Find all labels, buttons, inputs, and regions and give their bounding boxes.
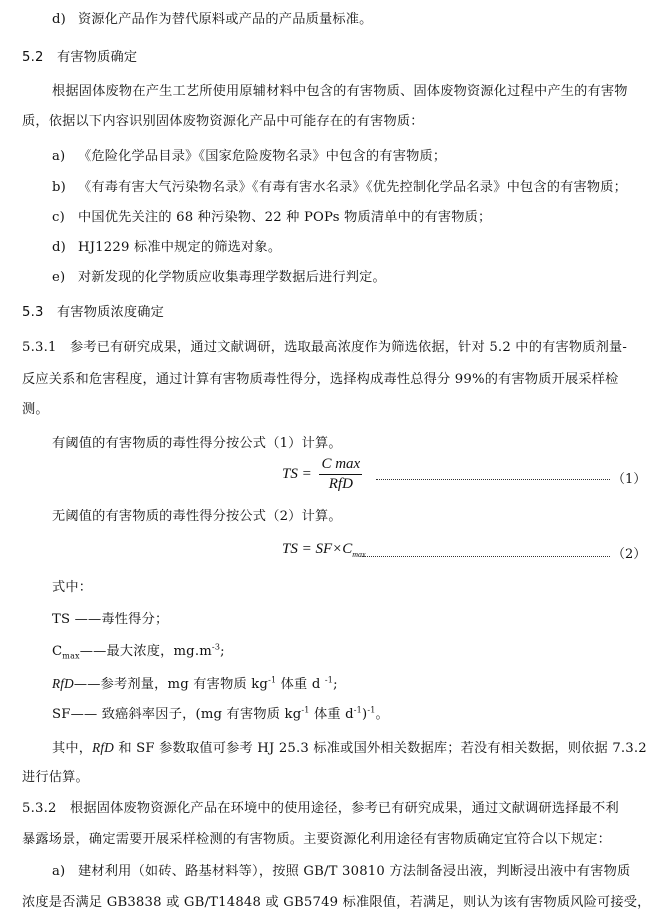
list-text: 建材利用（如砖、路基材料等），按照 GB/T 30810 方法制备浸出液，判断浸出液中有害物质: [78, 864, 631, 879]
paragraph-5-3-1-line-2: 反应关系和危害程度，通过计算有害物质毒性得分，选择构成毒性总得分 99%的有害物质开展采样检: [22, 372, 619, 387]
list-item-e: [52, 270, 386, 286]
formula-1-number: （1）: [612, 472, 647, 487]
superscript: -1: [367, 705, 376, 715]
list-item-a: [52, 149, 446, 165]
list-text: 《有毒有害大气污染物名录》《有毒有害水名录》《优先控制化学品名录》中包含的有害物质；: [78, 180, 628, 195]
list-item-5-3-2-a-line-1: [52, 864, 630, 880]
list-item-5-3-2-a-line-2: 浓度是否满足 GB3838 或 GB/T14848 或 GB5749 标准限值，若满足，则认为该有害物质风险可接受，: [22, 895, 651, 910]
formula-1-lhs: TS =: [282, 465, 312, 482]
superscript: -1: [353, 705, 362, 715]
list-text: 《危险化学品目录》《国家危险废物名录》中包含的有害物质；: [78, 149, 447, 164]
list-label: d): [52, 12, 66, 27]
where-label: 式中：: [52, 580, 93, 595]
list-label: a): [52, 864, 66, 879]
punctuation: ;: [333, 677, 338, 692]
note-term: RfD: [92, 740, 115, 755]
list-item-c: [52, 210, 491, 226]
list-item-d: [52, 240, 281, 256]
formula-2: [282, 541, 366, 558]
definition-text: —— 致癌斜率因子，(mg 有害物质 kg: [70, 707, 302, 722]
subscript: max: [62, 651, 80, 661]
formula-1: [282, 456, 362, 493]
list-item-d-quality-standard: [52, 12, 373, 28]
note-text: 和 SF 参数取值可参考 HJ 25.3 标准或国外相关数据库；若没有相关数据，则依据 7.3.2: [114, 741, 647, 756]
section-heading-5-2: 5.2 有害物质确定: [22, 50, 138, 65]
paragraph-5-2-line-2: 质，依据以下内容识别固体废物资源化产品中可能存在的有害物质：: [22, 114, 424, 129]
superscript: -1: [301, 705, 310, 715]
definition-sf: [52, 707, 389, 723]
definition-ts: [52, 612, 168, 628]
definition-rfd: [52, 676, 338, 693]
paragraph-note-line-1: [52, 740, 647, 757]
paragraph-5-3-2-line-2: 暴露场景，确定需要开展采样检测的有害物质。主要资源化利用途径有害物质确定宜符合以下规定：: [22, 832, 612, 847]
list-text: 对新发现的化学物质应收集毒理学数据后进行判定。: [78, 270, 386, 285]
formula-1-numerator: C max: [319, 456, 362, 475]
paragraph-5-2-line-1: 根据固体废物在产生工艺所使用原辅材料中包含的有害物质、固体废物资源化过程中产生的有害物: [52, 84, 628, 99]
definition-text: ——毒性得分；: [70, 612, 169, 627]
list-label: e): [52, 270, 66, 285]
superscript: -3: [211, 642, 221, 652]
superscript: -1: [268, 675, 277, 685]
definition-term: TS: [52, 612, 71, 627]
list-label: b): [52, 180, 66, 195]
paragraph-5-3-2-line-1: 5.3.2 根据固体废物资源化产品在环境中的使用途径，参考已有研究成果，通过文献调研选择最不利: [22, 801, 619, 816]
formula-1-denominator: RfD: [328, 476, 353, 492]
list-text: 中国优先关注的 68 种污染物、22 种 POPs 物质清单中的有害物质；: [78, 210, 492, 225]
list-label: c): [52, 210, 65, 225]
note-text: 其中，: [52, 741, 93, 756]
definition-term: RfD: [52, 676, 74, 691]
formula-1-intro: 有阈值的有害物质的毒性得分按公式（1）计算。: [52, 436, 342, 451]
list-text: 资源化产品作为替代原料或产品的产品质量标准。: [78, 12, 373, 27]
formula-2-number: （2）: [612, 547, 647, 562]
formula-2-expression: TS = SF×C: [282, 541, 353, 557]
punctuation: ;: [220, 644, 225, 659]
definition-text: 体重 d: [309, 707, 354, 722]
list-text: HJ1229 标准中规定的筛选对象。: [78, 240, 282, 255]
definition-cmax: [52, 644, 225, 660]
list-label: a): [52, 149, 66, 164]
formula-2-intro: 无阈值的有害物质的毒性得分按公式（2）计算。: [52, 509, 342, 524]
formula-1-leader-dots: [376, 479, 610, 480]
superscript: -1: [324, 675, 334, 685]
paragraph-5-3-1-line-3: 测。: [22, 402, 49, 417]
section-heading-5-3: 5.3 有害物质浓度确定: [22, 305, 165, 320]
list-label: d): [52, 240, 66, 255]
definition-text: 体重 d: [276, 677, 325, 692]
punctuation: 。: [375, 707, 389, 722]
paragraph-5-3-1-line-1: 5.3.1 参考已有研究成果，通过文献调研，选取最高浓度作为筛选依据，针对 5.2 中的有害物质剂量-: [22, 340, 628, 355]
paragraph-note-line-2: 进行估算。: [22, 770, 89, 785]
definition-text: ——最大浓度，mg.m: [79, 644, 212, 659]
definition-term: SF: [52, 707, 71, 722]
formula-1-fraction: [319, 456, 362, 493]
definition-text: ): [361, 707, 368, 722]
formula-2-leader-dots: [362, 556, 610, 557]
list-item-b: [52, 180, 627, 196]
formula-2-subscript: max: [352, 550, 366, 559]
definition-term: C: [52, 644, 63, 659]
definition-text: ——参考剂量，mg 有害物质 kg: [73, 677, 269, 692]
